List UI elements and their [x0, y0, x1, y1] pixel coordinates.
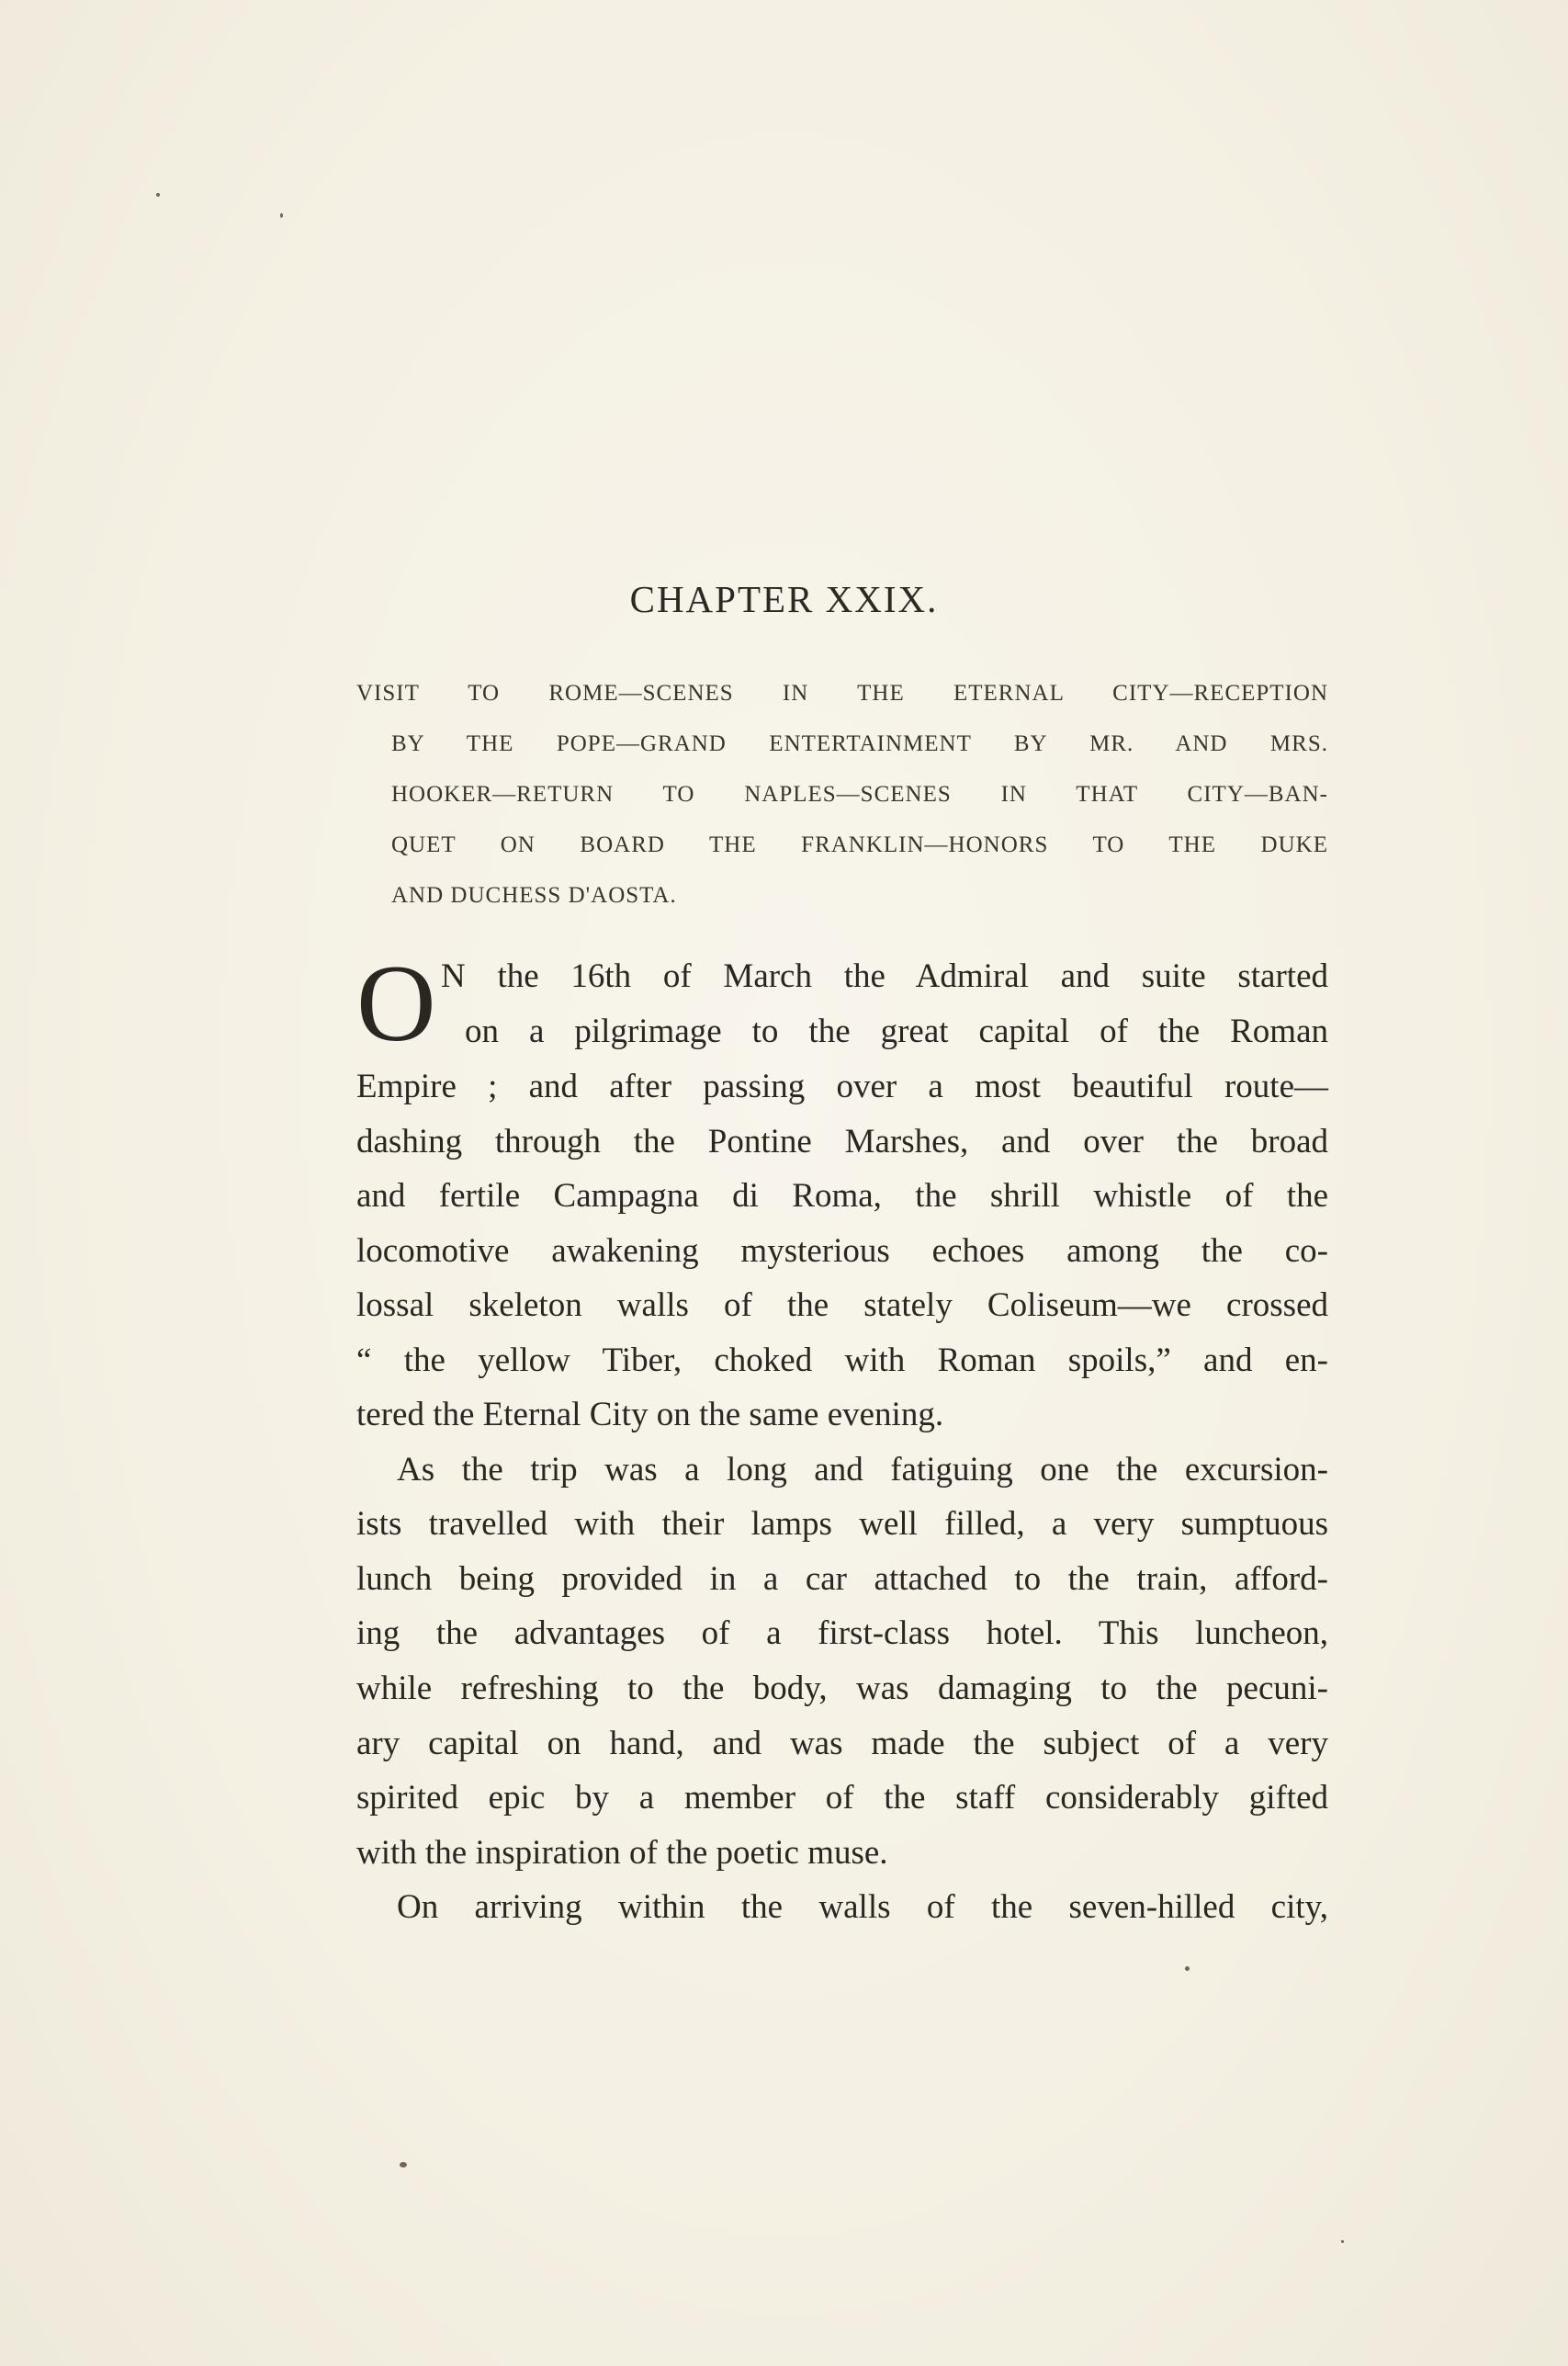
text-line: Empire ; and after passing over a most beautiful route—	[356, 1068, 1328, 1105]
paper-speck	[1341, 2240, 1344, 2243]
text-line: locomotive awakening mysterious echoes among the co-	[356, 1232, 1328, 1270]
text-line: N the 16th of March the Admiral and suite started	[441, 957, 1328, 995]
text-line: with the inspiration of the poetic muse.	[356, 1834, 888, 1872]
text-line: tered the Eternal City on the same evening.	[356, 1396, 944, 1433]
synopsis-line: VISIT TO ROME—SCENES IN THE ETERNAL CITY—RECEPTION	[356, 681, 1328, 706]
text-line: As the trip was a long and fatiguing one the excursion-	[397, 1451, 1328, 1489]
text-line: dashing through the Pontine Marshes, and over the broad	[356, 1123, 1328, 1160]
text-line: on a pilgrimage to the great capital of the Roman	[465, 1013, 1328, 1050]
chapter-title: CHAPTER XXIX.	[629, 578, 939, 620]
text-line: ary capital on hand, and was made the subject of a very	[356, 1725, 1328, 1762]
synopsis-line: AND DUCHESS D'AOSTA.	[391, 883, 677, 908]
text-line: while refreshing to the body, was damaging to the pecuni-	[356, 1670, 1328, 1707]
text-line: lossal skeleton walls of the stately Coliseum—we crossed	[356, 1286, 1328, 1324]
text-line: ists travelled with their lamps well filled, a very sumptuous	[356, 1505, 1328, 1543]
paper-speck	[1185, 1966, 1190, 1971]
text-line: “ the yellow Tiber, choked with Roman spoils,” and en-	[356, 1341, 1328, 1379]
synopsis-line: QUET ON BOARD THE FRANKLIN—HONORS TO THE DUKE	[391, 832, 1328, 857]
text-line: spirited epic by a member of the staff considerably gifted	[356, 1779, 1328, 1817]
paper-speck	[280, 213, 283, 218]
paper-speck	[156, 193, 160, 197]
drop-cap: O	[356, 942, 436, 1064]
paper-speck	[400, 2162, 407, 2168]
synopsis-line: HOOKER—RETURN TO NAPLES—SCENES IN THAT CITY—BAN-	[391, 782, 1328, 807]
text-line: and fertile Campagna di Roma, the shrill whistle of the	[356, 1177, 1328, 1215]
text-line: ing the advantages of a first-class hotel. This luncheon,	[356, 1614, 1328, 1652]
text-line: lunch being provided in a car attached to the train, afford-	[356, 1560, 1328, 1598]
synopsis-line: BY THE POPE—GRAND ENTERTAINMENT BY MR. AND MRS.	[391, 731, 1328, 756]
text-line: On arriving within the walls of the seven-hilled city,	[397, 1888, 1328, 1926]
